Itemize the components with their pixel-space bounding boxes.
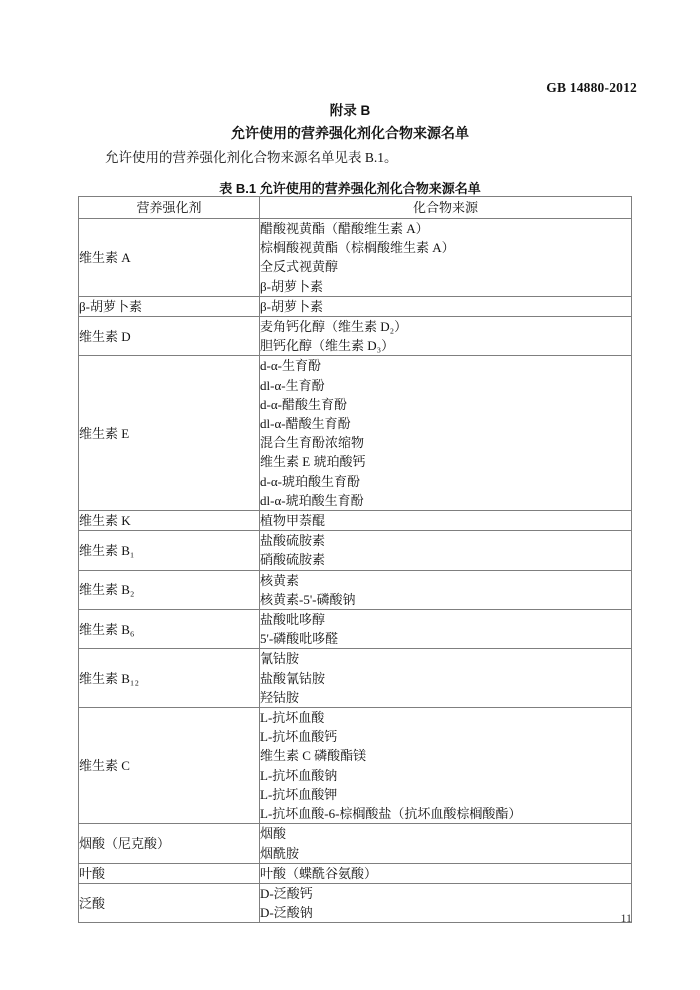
table-header-row [79,197,632,219]
fortifier-name: 烟酸（尼克酸） [79,824,260,863]
fortifier-name: 维生素 D [79,317,260,356]
column-header-source: 化合物来源 [260,197,632,219]
compound-source-item: 醋酸视黄酯（醋酸维生素 A） [260,221,429,236]
compound-source-item: 麦角钙化醇（维生素 D₂） [260,319,408,335]
compound-source-item: 烟酸 [260,826,287,842]
appendix-title: 允许使用的营养强化剂化合物来源名单 [231,125,469,141]
intro-text: 允许使用的营养强化剂化合物来源名单见表 B.1。 [105,150,398,165]
compound-sources-cell [260,317,632,356]
fortifier-name: 维生素 K [79,511,260,531]
compound-source-item: 混合生育酚浓缩物 [260,435,365,451]
appendix-label: 附录 B [329,103,371,118]
table-row [79,356,632,511]
compound-source-item: 全反式视黄醇 [260,259,339,275]
compound-sources-cell [260,649,632,708]
table-row [79,570,632,609]
table-row [79,883,632,922]
table-row [79,708,632,824]
table-row [79,511,632,531]
fortifier-name: 泛酸 [79,883,260,922]
fortifier-name: 维生素 B₂ [79,570,260,609]
compound-sources-cell [260,610,632,649]
table-body [79,219,632,923]
compound-source-item: 盐酸吡哆醇 [260,612,326,628]
doc-code: GB 14880-2012 [546,80,637,95]
compound-source-item: d-α-醋酸生育酚 [260,396,347,412]
compound-source-item: 盐酸硫胺素 [260,533,326,549]
compound-source-item: 维生素 C 磷酸酯镁 [260,748,367,764]
compound-source-item: 盐酸氰钴胺 [260,670,326,686]
compound-source-item: 氰钴胺 [260,651,300,667]
compound-source-item: 核黄素 [260,572,300,588]
compound-source-item: 叶酸（蝶酰谷氨酸） [260,865,378,881]
compound-source-item: L-抗坏血酸钠 [260,767,338,783]
compound-sources-cell [260,883,632,922]
compound-source-item: L-抗坏血酸钾 [260,786,338,802]
compound-sources-cell [260,824,632,863]
compound-source-item: 羟钴胺 [260,689,300,705]
compound-source-item: 植物甲萘醌 [260,513,326,529]
compound-sources-cell [260,863,632,883]
compound-source-item: 维生素 E 琥珀酸钙 [260,454,366,470]
table-row [79,296,632,316]
compound-source-item: 胆钙化醇（维生素 D₃） [260,338,395,354]
fortifier-name: 维生素 B₆ [79,610,260,649]
compound-source-item: 烟酰胺 [260,845,300,861]
compound-source-item: L-抗坏血酸钙 [260,729,338,745]
compound-source-item: 棕榈酸视黄酯（棕榈酸维生素 A） [260,240,455,256]
compound-sources-cell [260,708,632,824]
compound-source-item: d-α-生育酚 [260,358,321,374]
table-row [79,610,632,649]
table-row [79,649,632,708]
compound-source-item: β-胡萝卜素 [260,298,323,314]
table-row [79,317,632,356]
table-title: 表 B.1 允许使用的营养强化剂化合物来源名单 [219,181,481,196]
table-row [79,824,632,863]
page-number: 11 [620,911,632,925]
fortifier-name: 维生素 A [79,219,260,297]
fortifier-name: 维生素 B₁ [79,531,260,570]
column-header-fortifier: 营养强化剂 [79,197,260,219]
compound-source-item: dl-α-生育酚 [260,377,325,393]
compound-source-item: 硝酸硫胺素 [260,552,326,568]
compound-source-item: 5'-磷酸吡哆醛 [260,631,339,647]
fortifier-name: 维生素 E [79,356,260,511]
table-row [79,531,632,570]
fortifier-name: 维生素 B₁₂ [79,649,260,708]
compound-source-item: L-抗坏血酸 [260,710,325,726]
table-row [79,219,632,297]
compound-source-item: β-胡萝卜素 [260,278,323,294]
compound-source-item: d-α-琥珀酸生育酚 [260,473,360,489]
fortifier-name: 维生素 C [79,708,260,824]
compound-source-item: 核黄素-5'-磷酸钠 [260,591,356,607]
compound-source-item: L-抗坏血酸-6-棕榈酸盐（抗坏血酸棕榈酸酯） [260,806,522,822]
compound-sources-cell [260,511,632,531]
compound-source-item: D-泛酸钠 [260,905,313,921]
compound-sources-cell [260,570,632,609]
compound-sources-cell [260,296,632,316]
fortifier-source-table [78,196,632,923]
compound-sources-cell [260,219,632,297]
compound-source-item: dl-α-醋酸生育酚 [260,416,351,432]
fortifier-name: β-胡萝卜素 [79,296,260,316]
compound-source-item: D-泛酸钙 [260,885,313,901]
compound-source-item: dl-α-琥珀酸生育酚 [260,492,364,508]
compound-sources-cell [260,356,632,511]
fortifier-name: 叶酸 [79,863,260,883]
table-header [79,197,632,219]
compound-sources-cell [260,531,632,570]
table-row [79,863,632,883]
